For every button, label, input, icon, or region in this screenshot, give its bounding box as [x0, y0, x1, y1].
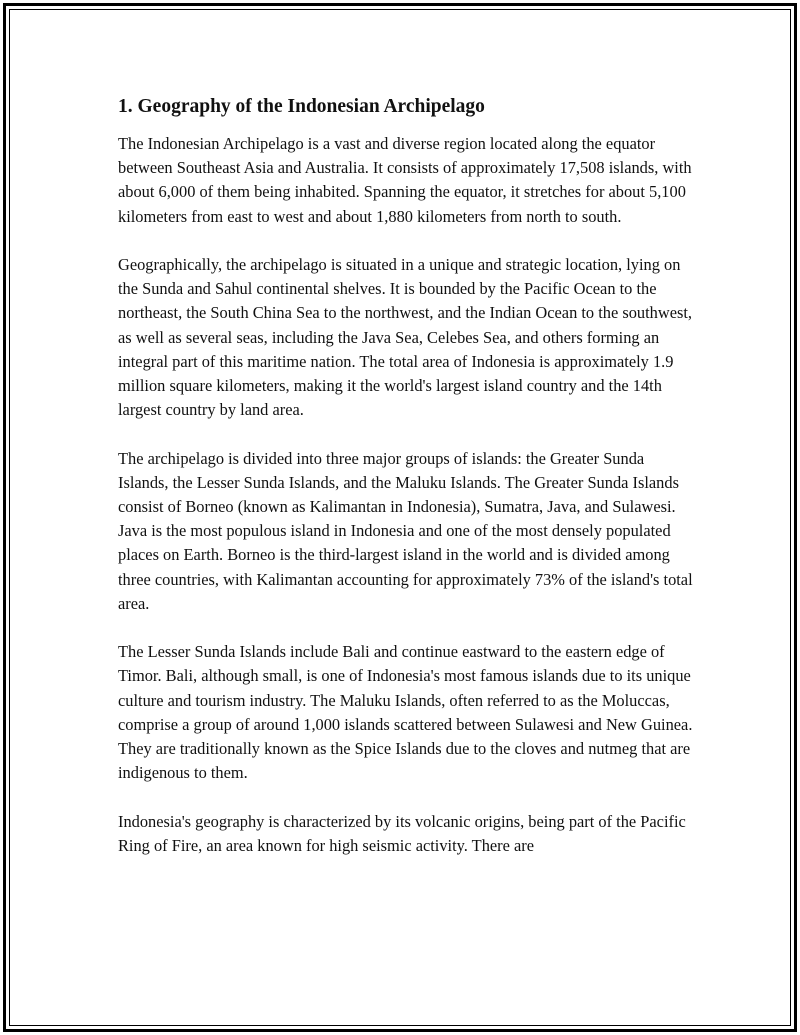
- document-body: [118, 94, 694, 882]
- paragraph-3: The archipelago is divided into three major groups of islands: the Greater Sunda Islands, the Lesser Sunda Islands, and the Maluku Islands. The Greater Sunda Islands consist of Borneo (known as Kalimantan in Indonesia), Sumatra, Java, and Sulawesi. Java is the most populous island in Indonesia and one of the most densely populated places on Earth. Borneo is the third-largest island in the world and is divided among three countries, with Kalimantan accounting for approximately 73% of the island's total area.: [118, 448, 693, 613]
- paragraph-5: Indonesia's geography is characterized by its volcanic origins, being part of the Pacific Ring of Fire, an area known for high seismic activity. There are: [118, 811, 686, 855]
- paragraph-1: The Indonesian Archipelago is a vast and diverse region located along the equator between Southeast Asia and Australia. It consists of approximately 17,508 islands, with about 6,000 of them being inhabited. Spanning the equator, it stretches for about 5,100 kilometers from east to west and about 1,880 kilometers from north to south.: [118, 134, 692, 226]
- paragraph-4: The Lesser Sunda Islands include Bali and continue eastward to the eastern edge of Timor. Bali, although small, is one of Indonesia's most famous islands due to its unique culture and tourism industry. The Maluku Islands, often referred to as the Moluccas, comprise a group of around 1,000 islands scattered between Sulawesi and New Guinea. They are traditionally known as the Spice Islands due to the cloves and nutmeg that are indigenous to them.: [118, 642, 693, 783]
- paragraph-2: Geographically, the archipelago is situated in a unique and strategic location, lying on the Sunda and Sahul continental shelves. It is bounded by the Pacific Ocean to the northeast, the South China Sea to the northwest, and the Indian Ocean to the southwest, as well as several seas, including the Java Sea, Celebes Sea, and others forming an integral part of this maritime nation. The total area of Indonesia is approximately 1.9 million square kilometers, making it the world's largest island country and the 14th largest country by land area.: [118, 255, 693, 420]
- section-heading: 1. Geography of the Indonesian Archipelago: [118, 96, 485, 117]
